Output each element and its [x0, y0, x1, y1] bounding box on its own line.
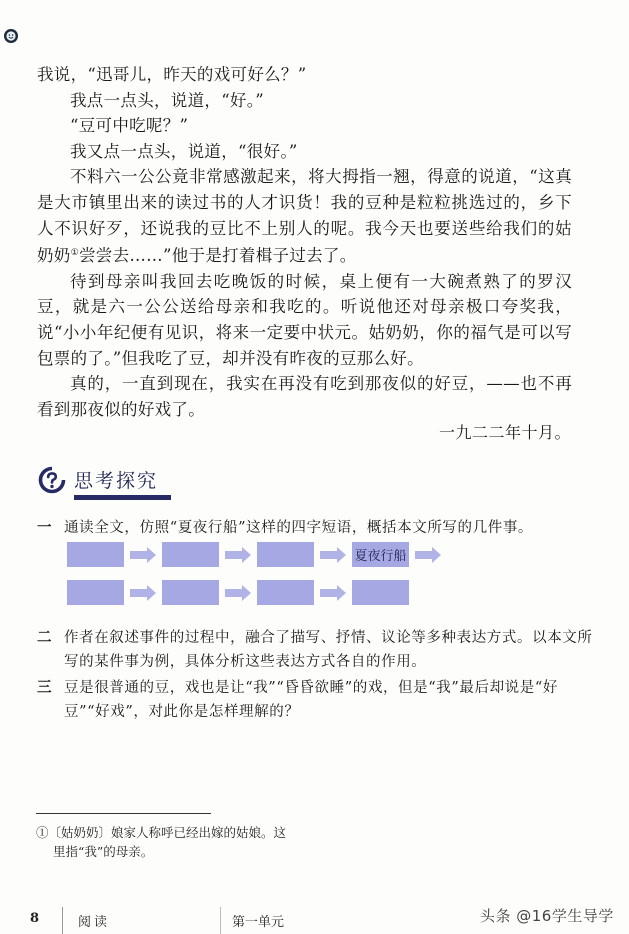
- question-number: 三: [37, 679, 52, 696]
- footnote-divider: [36, 813, 211, 814]
- arrow-right-icon: [225, 547, 251, 563]
- story-text: [37, 62, 572, 422]
- section-title: 思考探究: [74, 470, 159, 492]
- date-line: 一九二二年十月。: [438, 423, 571, 442]
- question-2: [37, 626, 597, 674]
- arrow-right-icon: [320, 547, 346, 563]
- answer-box[interactable]: [67, 542, 124, 567]
- paragraph-text: 不料六一公公竟非常感激起来，将大拇指一翘，得意的说道，“这真是大市镇里出来的读过书的人才识货！我的豆种是粒粒挑选过的，乡下人不识好歹，还说我的豆比不上别人的呢。我今天也要送些给我们的姑奶奶: [37, 167, 572, 266]
- footnote: [36, 823, 296, 861]
- footnote-marker[interactable]: ①: [70, 248, 79, 259]
- footnote-line: ①〔姑奶奶〕娘家人称呼已经出嫁的姑娘。这: [36, 825, 287, 840]
- question-text: 作者在叙述事件的过程中，融合了描写、抒情、议论等多种表达方式。以本文所写的某件事为例，具体分析这些表达方式各自的作用。: [64, 630, 593, 670]
- paragraph: 待到母亲叫我回去吃晚饭的时候，桌上便有一大碗煮熟了的罗汉豆，就是六一公公送给母亲和我吃的。听说他还对母亲极口夸奖我，说“小小年纪便有见识，将来一定要中状元。姑奶奶，你的福气是可以写包票的了。”但我吃了豆，却并没有昨夜的豆那么好。: [37, 271, 572, 368]
- arrow-right-icon: [415, 547, 441, 563]
- question-text: 通读全文，仿照“夏夜行船”这样的四字短语，概括本文所写的几件事。: [64, 520, 534, 536]
- flowchart-row-2: [67, 580, 467, 606]
- question-3: [37, 676, 597, 724]
- paragraph: 我又点一点头，说道，“很好。”: [70, 141, 298, 161]
- paragraph: “豆可中吃呢？”: [70, 116, 189, 136]
- arrow-right-icon: [130, 547, 156, 563]
- question-text: 豆是很普通的豆，戏也是让“我”“昏昏欲睡”的戏，但是“我”最后却说是“好豆”“好戏”，对此你是怎样理解的？: [64, 680, 558, 720]
- flowchart-row-1: [67, 542, 467, 568]
- section-underline: [74, 495, 171, 500]
- answer-box[interactable]: [162, 542, 219, 567]
- paragraph: [37, 164, 572, 268]
- footer-section: 阅读: [78, 915, 111, 930]
- page-number: 8: [30, 911, 40, 926]
- arrow-right-icon: [320, 585, 346, 601]
- answer-box[interactable]: [352, 580, 409, 605]
- paragraph: 我点一点头，说道，“好。”: [70, 90, 265, 110]
- answer-box[interactable]: [67, 580, 124, 605]
- example-box: 夏夜行船: [352, 542, 409, 567]
- question-number: 二: [37, 629, 52, 646]
- paragraph-text: 尝尝去……”他于是打着楫子过去了。: [78, 246, 357, 266]
- paragraph: 我说，“迅哥儿，昨天的戏可好么？”: [37, 65, 307, 84]
- answer-box[interactable]: [257, 580, 314, 605]
- answer-box[interactable]: [162, 580, 219, 605]
- question-1: [37, 516, 597, 540]
- paragraph: 真的，一直到现在，我实在再没有吃到那夜似的好豆，——也不再看到那夜似的好戏了。: [37, 374, 572, 419]
- answer-box[interactable]: [257, 542, 314, 567]
- page-footer: [0, 905, 629, 934]
- arrow-right-icon: [225, 585, 251, 601]
- footer-divider: [220, 907, 221, 934]
- footnote-line: 里指“我”的母亲。: [53, 844, 154, 859]
- smiley-icon: [4, 29, 18, 43]
- footer-unit: 第一单元: [232, 915, 285, 930]
- question-mark-icon: [38, 466, 66, 494]
- watermark: 头条 @16学生导学: [480, 907, 614, 925]
- arrow-right-icon: [130, 585, 156, 601]
- footer-divider: [62, 907, 63, 934]
- question-number: 一: [37, 519, 52, 536]
